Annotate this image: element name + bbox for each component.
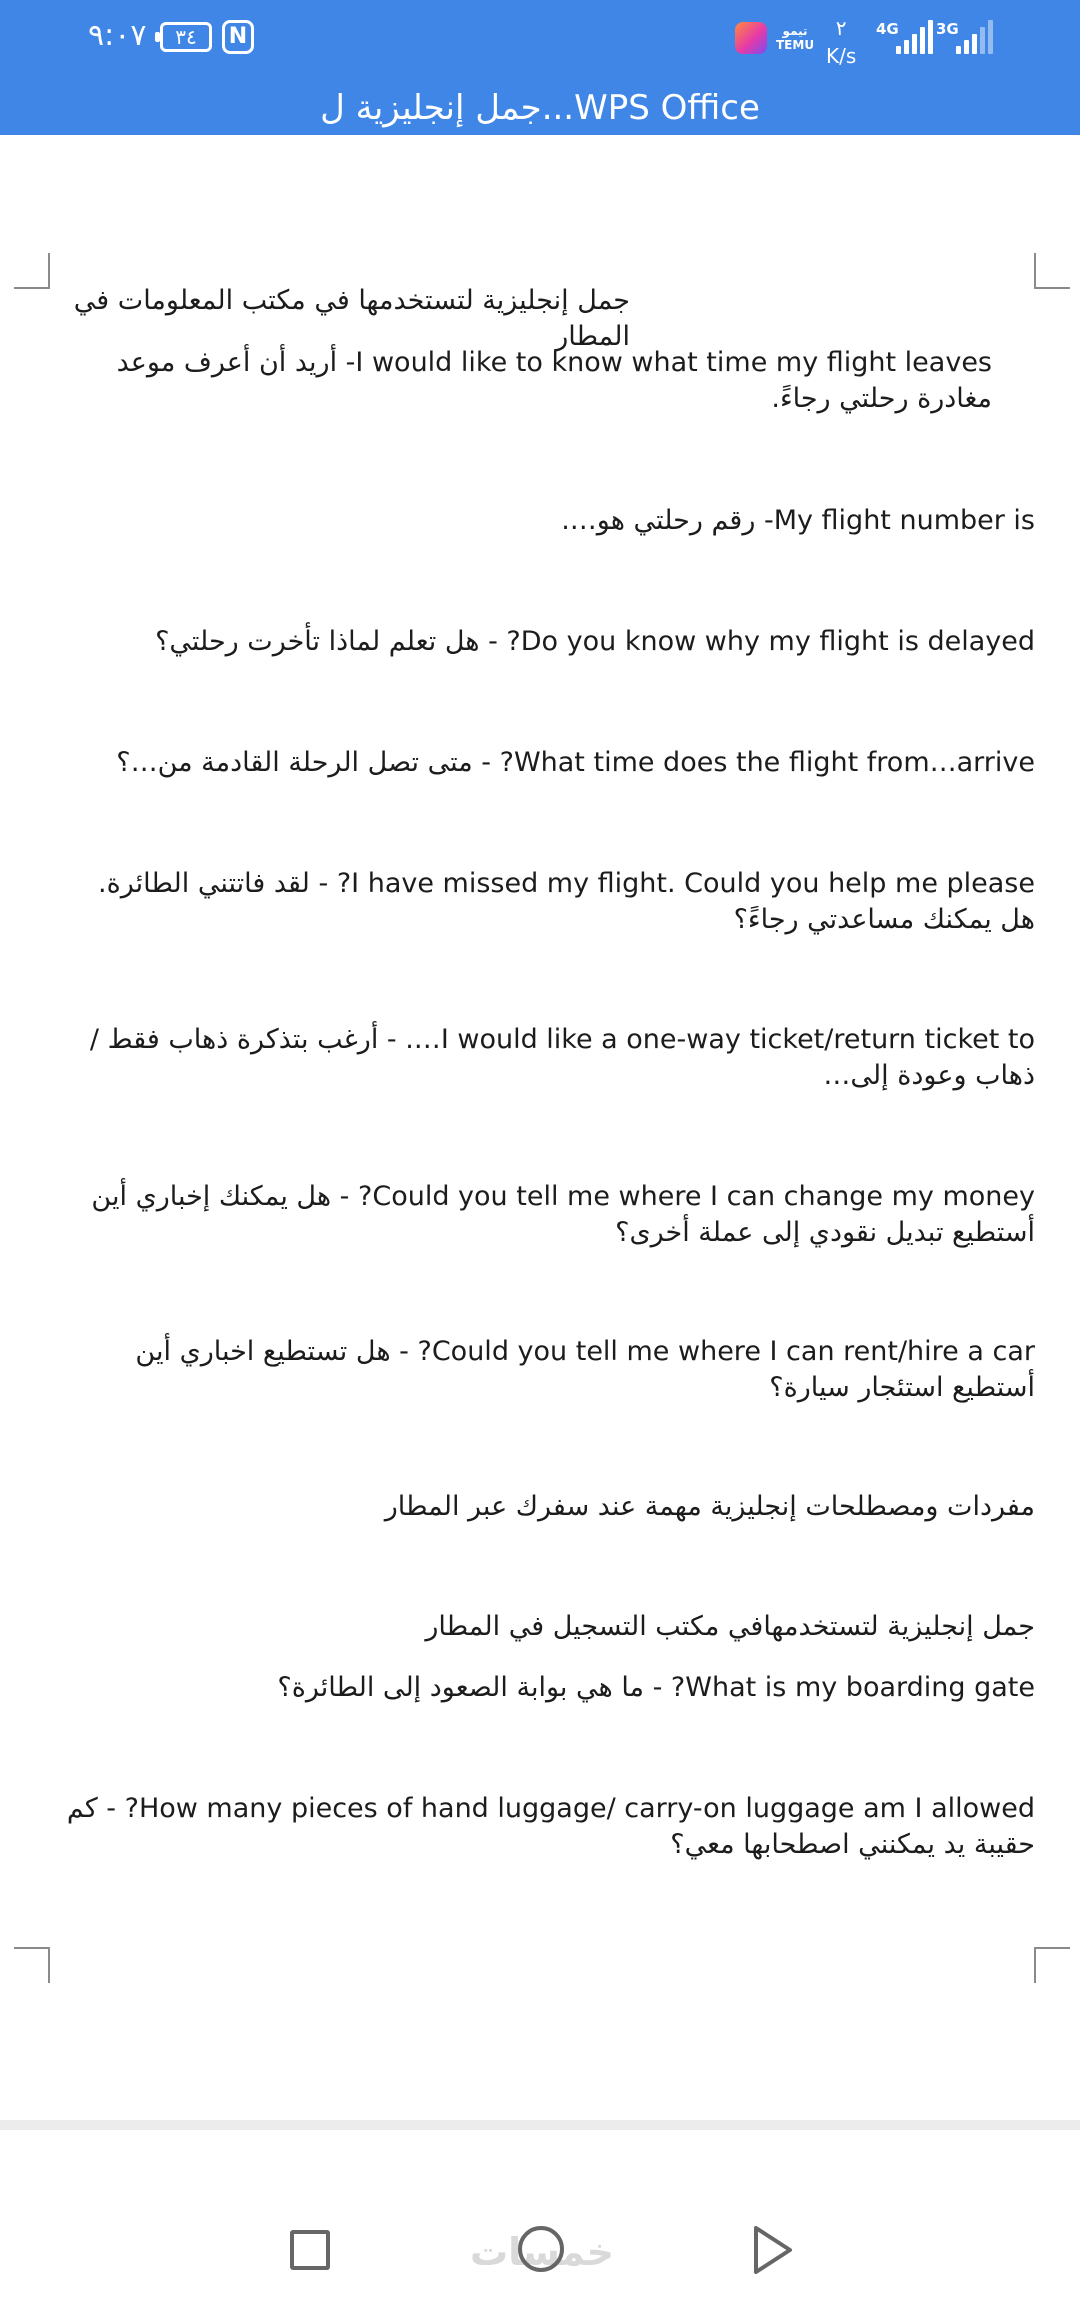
document-page[interactable] (0, 135, 1080, 2120)
paragraph-flight-leaves[interactable]: I would like to know what time my flight leaves- أريد أن أعرف موعد مغادرة رحلتي رجاءً. (116, 347, 992, 414)
signal-4g-label: 4G (876, 20, 899, 38)
crop-mark-top-left (14, 253, 50, 289)
paragraph-missed-flight[interactable]: I have missed my flight. Could you help me please? - لقد فاتتني الطائرة. هل يمكنك مساعدتي رجاءً؟ (98, 868, 1035, 935)
nfc-icon: N (222, 20, 254, 54)
back-button[interactable] (750, 2224, 796, 2276)
signal-3g-icon (936, 20, 996, 56)
signal-3g-label: 3G (936, 20, 959, 38)
system-nav-bar (0, 2130, 1080, 2312)
section-heading-vocabulary[interactable]: مفردات ومصطلحات إنجليزية مهمة عند سفرك عبر المطار (384, 1491, 1035, 1522)
network-speed (826, 14, 856, 70)
paragraph-rent-car[interactable]: Could you tell me where I can rent/hire a car? - هل تستطيع اخباري أين أستطيع استئجار سيارة؟ (135, 1336, 1035, 1403)
divider (0, 2120, 1080, 2130)
status-time: ٩:٠٧ (88, 18, 147, 53)
paragraph-one-way-ticket[interactable]: I would like a one-way ticket/return ticket to…. - أرغب بتذكرة ذهاب فقط / ذهاب وعودة إلى… (89, 1024, 1035, 1091)
temu-app-icon (735, 22, 767, 54)
signal-4g-icon (876, 20, 936, 56)
temu-label-en: TEMU (776, 38, 815, 52)
section-heading-check-in[interactable]: جمل إنجليزية لتستخدمهافي مكتب التسجيل في المطار (425, 1611, 1035, 1642)
crop-mark-bottom-right (1034, 1947, 1070, 1983)
recent-apps-button[interactable] (290, 2230, 330, 2270)
paragraph-boarding-gate[interactable]: What is my boarding gate? - ما هي بوابة الصعود إلى الطائرة؟ (277, 1672, 1035, 1703)
paragraph-change-money[interactable]: Could you tell me where I can change my money? - هل يمكنك إخباري أين أستطيع تبديل نقودي إلى عملة أخرى؟ (91, 1181, 1035, 1248)
paragraph-hand-luggage[interactable]: How many pieces of hand luggage/ carry-on luggage am I allowed? - كم حقيبة يد يمكنني اصطحابها معي؟ (66, 1793, 1035, 1860)
home-button[interactable] (518, 2226, 564, 2272)
crop-mark-top-right (1034, 253, 1070, 289)
network-speed-value: ٢ (835, 16, 847, 40)
section-heading-info-desk[interactable]: جمل إنجليزية لتستخدمها في مكتب المعلومات في المطار (73, 285, 630, 352)
battery-icon: ٣٤ (160, 22, 212, 52)
temu-label-ar: تيمو (782, 24, 808, 38)
paragraph-flight-arrive[interactable]: What time does the flight from…arrive? - متى تصل الرحلة القادمة من…؟ (116, 747, 1035, 778)
watermark-text: خمسات (470, 2230, 614, 2274)
network-speed-unit: K/s (826, 44, 857, 68)
temu-label (776, 24, 814, 52)
paragraph-flight-number[interactable]: My flight number is- رقم رحلتي هو…. (561, 505, 1035, 536)
crop-mark-bottom-left (14, 1947, 50, 1983)
app-header (0, 0, 1080, 135)
paragraph-flight-delayed[interactable]: Do you know why my flight is delayed? - هل تعلم لماذا تأخرت رحلتي؟ (155, 626, 1035, 657)
document-title[interactable]: جمل إنجليزية ل...WPS Office (320, 88, 760, 128)
